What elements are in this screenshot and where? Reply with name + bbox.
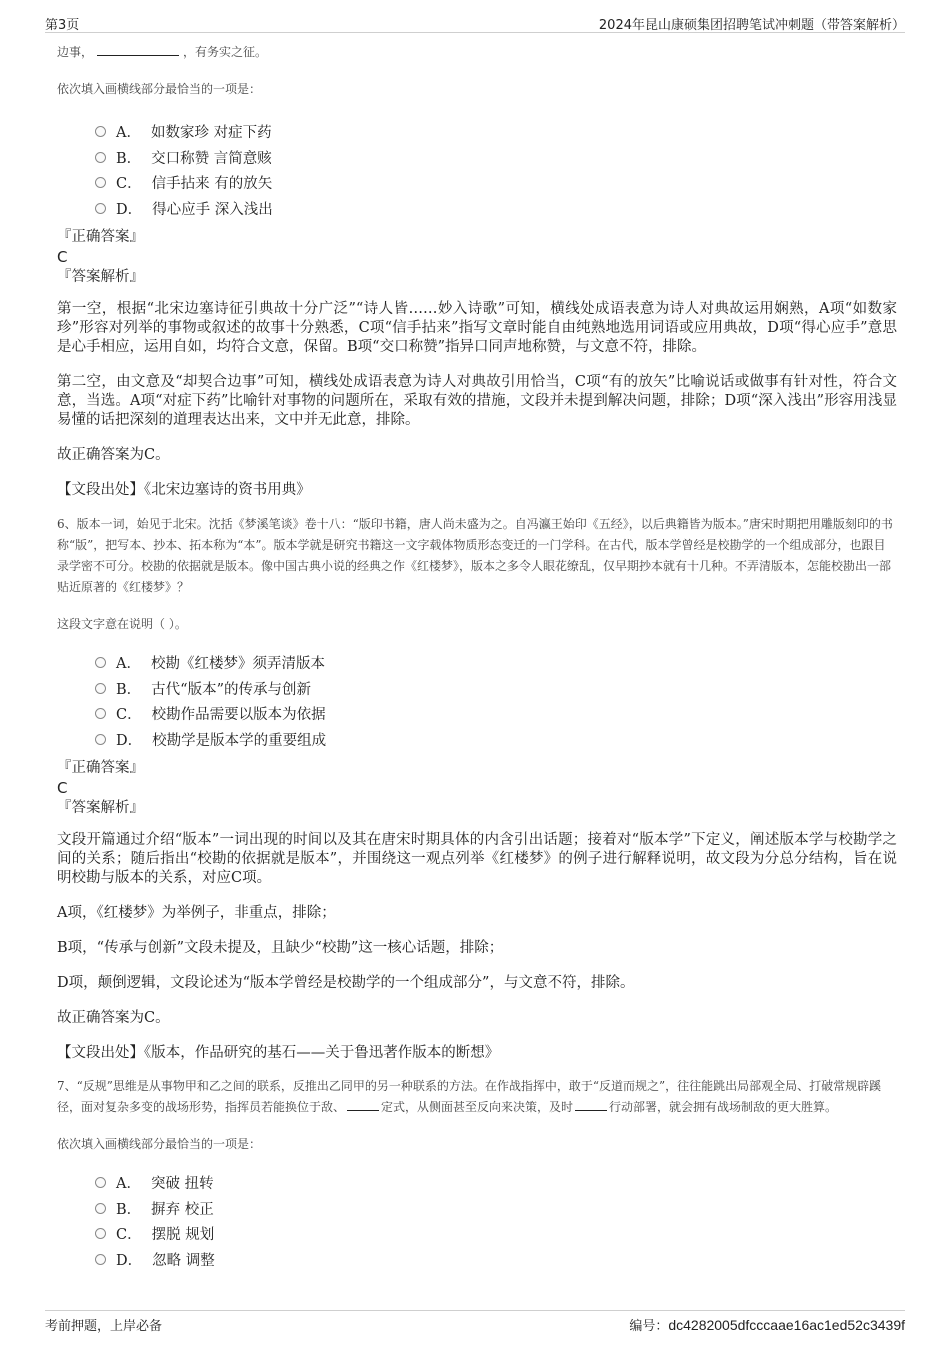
analysis-label: 『答案解析』 — [57, 269, 144, 285]
radio-button[interactable] — [95, 708, 106, 719]
document-code: 编号：dc4282005dfcccaae16ac1ed52c3439f — [629, 1317, 905, 1334]
radio-button[interactable] — [95, 1177, 106, 1188]
source-citation: 【文段出处】《版本，作品研究的基石——关于鲁迅著作版本的断想》 — [57, 1045, 500, 1061]
analysis-paragraph: 文段开篇通过介绍“版本”一词出现的时间以及其在唐宋时期具体的内含引出话题；接着对“版本学”下定义，阐述版本学与校勘学之间的关系；随后指出“校勘的依据就是版本”，并围绕这一观点列举《红楼梦》的例子进行解释说明，故文段为分总分结构，旨在说明校勘与版本的关系，对应C项。 — [57, 832, 897, 886]
q7-prompt: 依次填入画横线部分最恰当的一项是： — [57, 1137, 262, 1151]
q5-option-a[interactable]: A． 如数家珍 对症下药 — [95, 119, 897, 145]
radio-button[interactable] — [95, 152, 106, 163]
q5-option-d[interactable]: D． 得心应手 深入浅出 — [95, 196, 897, 222]
q7-option-b[interactable]: B． 摒弃 校正 — [95, 1196, 897, 1222]
analysis-paragraph: 第二空，由文意及“却契合边事”可知，横线处成语表意为诗人对典故引用恰当，C项“有的放矢”比喻说话或做事有针对性，符合文意，当选。A项“对症下药”比喻针对事物的问题所在，采取有效的措施，文段并未提到解决问题，排除；D项“深入浅出”形容用浅显易懂的话把深刻的道理表达出来，文中并无此意，排除。 — [57, 374, 897, 428]
radio-button[interactable] — [95, 203, 106, 214]
q6-stem: 6、版本一词，始见于北宋。沈括《梦溪笔谈》卷十八：“版印书籍，唐人尚未盛为之。自冯瀛王始印《五经》，以后典籍皆为版本。”唐宋时期把用雕版刻印的书称“版”，把写本、抄本、拓本称为“本”。版本学就是研究书籍这一文字载体物质形态变迁的一门学科。在古代，版本学曾经是校勘学的一个组成部分，也跟目录学密不可分。校勘的依据就是版本。像中国古典小说的经典之作《红楼梦》，版本之多令人眼花缭乱，仅早期抄本就有十几种。不弄清版本，怎能校勘出一部贴近原著的《红楼梦》？ — [57, 517, 893, 594]
q6-option-b[interactable]: B． 古代“版本”的传承与创新 — [95, 676, 897, 702]
answer-label: 『正确答案』 — [57, 229, 144, 245]
analysis-paragraph: B项，“传承与创新”文段未提及，且缺少“校勘”这一核心话题，排除； — [57, 940, 504, 956]
q5-prompt: 依次填入画横线部分最恰当的一项是： — [57, 82, 262, 96]
page-footer — [45, 1310, 905, 1335]
analysis-paragraph: A项，《红楼梦》为举例子，非重点，排除； — [57, 905, 336, 921]
q5-options — [95, 119, 897, 221]
q7-option-c[interactable]: C． 摆脱 规划 — [95, 1221, 897, 1247]
radio-button[interactable] — [95, 1228, 106, 1239]
page-header — [45, 12, 905, 33]
radio-button[interactable] — [95, 734, 106, 745]
footer-slogan: 考前押题，上岸必备 — [45, 1319, 163, 1334]
q7-option-d[interactable]: D． 忽略 调整 — [95, 1247, 897, 1273]
radio-button[interactable] — [95, 126, 106, 137]
fill-blank — [347, 1098, 379, 1111]
q5-option-c[interactable]: C． 信手拈来 有的放矢 — [95, 170, 897, 196]
q6-option-a[interactable]: A． 校勘《红楼梦》须弄清版本 — [95, 650, 897, 676]
page-content — [57, 42, 897, 1272]
q5-stem: 边事， ，有务实之征。 — [57, 45, 268, 59]
radio-button[interactable] — [95, 657, 106, 668]
q6-options — [95, 650, 897, 752]
radio-button[interactable] — [95, 1203, 106, 1214]
analysis-conclusion: 故正确答案为C。 — [57, 447, 170, 463]
document-title: 2024年昆山康硕集团招聘笔试冲刺题（带答案解析） — [598, 18, 905, 33]
q6-option-d[interactable]: D． 校勘学是版本学的重要组成 — [95, 727, 897, 753]
analysis-paragraph: 第一空，根据“北宋边塞诗征引典故十分广泛”“诗人皆……妙入诗歌”可知，横线处成语表意为诗人对典故运用娴熟，A项“如数家珍”形容对列举的事物或叙述的故事十分熟悉，C项“信手拈来”指写文章时能自由纯熟地选用词语或应用典故，D项“得心应手”意思是心手相应，运用自如，均符合文意，保留。B项“交口称赞”指异口同声地称赞，与文意不符，排除。 — [57, 301, 897, 355]
analysis-conclusion: 故正确答案为C。 — [57, 1010, 170, 1026]
answer-value: C — [57, 779, 68, 797]
q6-prompt: 这段文字意在说明（ ）。 — [57, 617, 187, 631]
radio-button[interactable] — [95, 1254, 106, 1265]
q6-option-c[interactable]: C． 校勘作品需要以版本为依据 — [95, 701, 897, 727]
q7-options — [95, 1170, 897, 1272]
q7-option-a[interactable]: A． 突破 扭转 — [95, 1170, 897, 1196]
page-number: 第3页 — [45, 18, 80, 33]
q5-option-b[interactable]: B． 交口称赞 言简意赅 — [95, 145, 897, 171]
radio-button[interactable] — [95, 683, 106, 694]
answer-value: C — [57, 248, 68, 266]
q7-stem: 7、“反规”思维是从事物甲和乙之间的联系，反推出乙同甲的另一种联系的方法。在作战指挥中，敢于“反道而规之”，往往能跳出局部观全局、打破常规辟蹊径，面对复杂多变的战场形势，指挥员若能换位于敌、 定式，从侧面甚至反向来决策，及时 行动部署，就会拥有战场制敌的更大胜算。 — [57, 1079, 882, 1114]
fill-blank — [97, 43, 179, 56]
analysis-paragraph: D项，颠倒逻辑，文段论述为“版本学曾经是校勘学的一个组成部分”，与文意不符，排除。 — [57, 975, 635, 991]
fill-blank — [575, 1098, 607, 1111]
radio-button[interactable] — [95, 177, 106, 188]
answer-label: 『正确答案』 — [57, 760, 144, 776]
source-citation: 【文段出处】《北宋边塞诗的资书用典》 — [57, 482, 311, 498]
analysis-label: 『答案解析』 — [57, 800, 144, 816]
